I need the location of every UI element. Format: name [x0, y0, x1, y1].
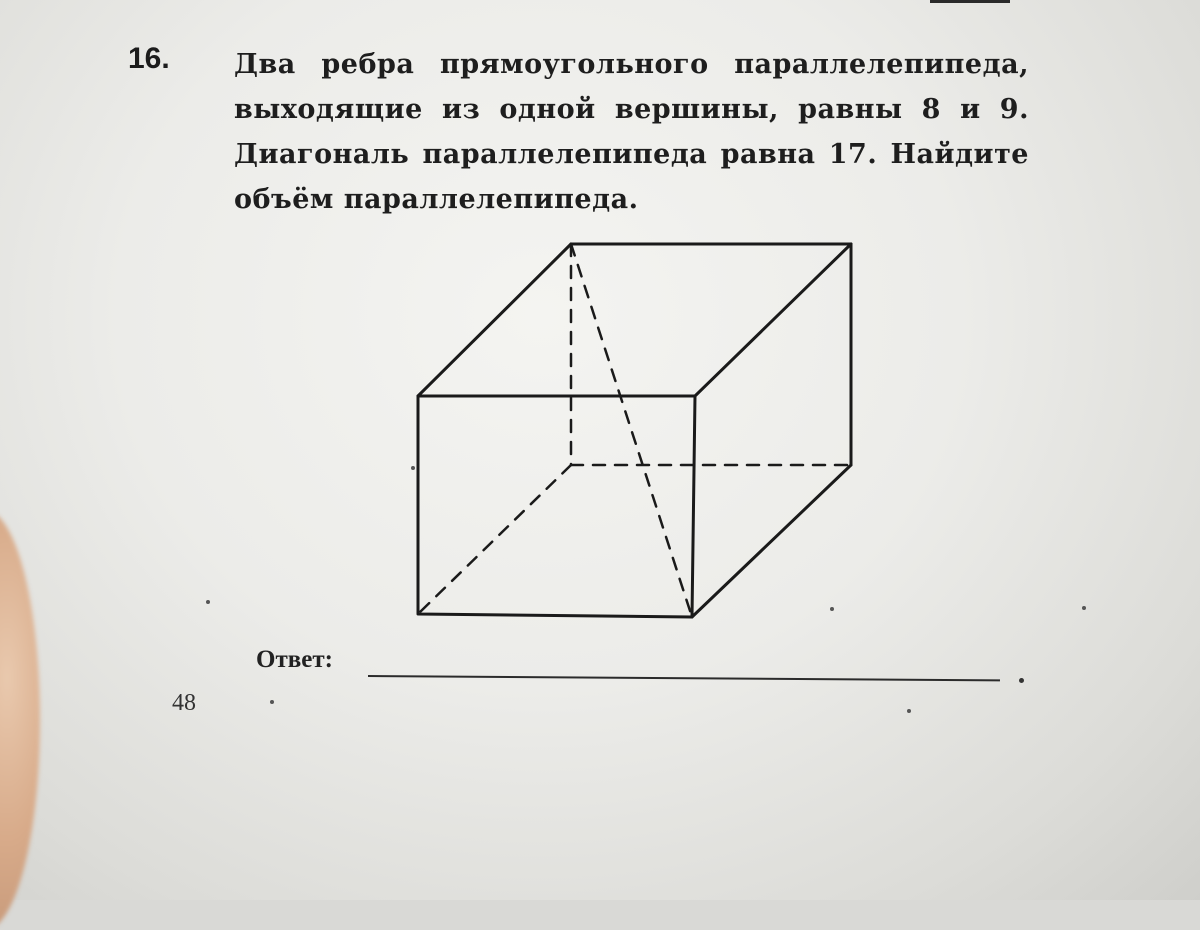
answer-period [1019, 678, 1024, 683]
paper-speck [830, 607, 834, 611]
space-diagonal [571, 244, 692, 617]
answer-label: Ответ: [256, 646, 333, 673]
paper-speck [1082, 606, 1086, 610]
hidden-bottom-left-edge [418, 465, 571, 614]
paper-speck [270, 700, 274, 704]
problem-line: Два ребра прямоугольного параллелепипеда, [234, 49, 1029, 80]
paper-speck [206, 600, 210, 604]
problem-line: выходящие из одной вершины, равны 8 и 9. [234, 94, 1029, 125]
problem-line: объём параллелепипеда. [234, 184, 639, 215]
top-right-edge [695, 244, 851, 396]
bottom-right-edge [692, 465, 851, 617]
paper-speck [411, 466, 415, 470]
front-face [418, 396, 695, 617]
problem-line: Диагональ параллелепипеда равна 17. Найдите [234, 139, 1029, 170]
paper-speck [907, 709, 911, 713]
problem-number: 16. [128, 42, 170, 75]
top-left-edge [418, 244, 571, 396]
page-number: 48 [172, 690, 196, 716]
